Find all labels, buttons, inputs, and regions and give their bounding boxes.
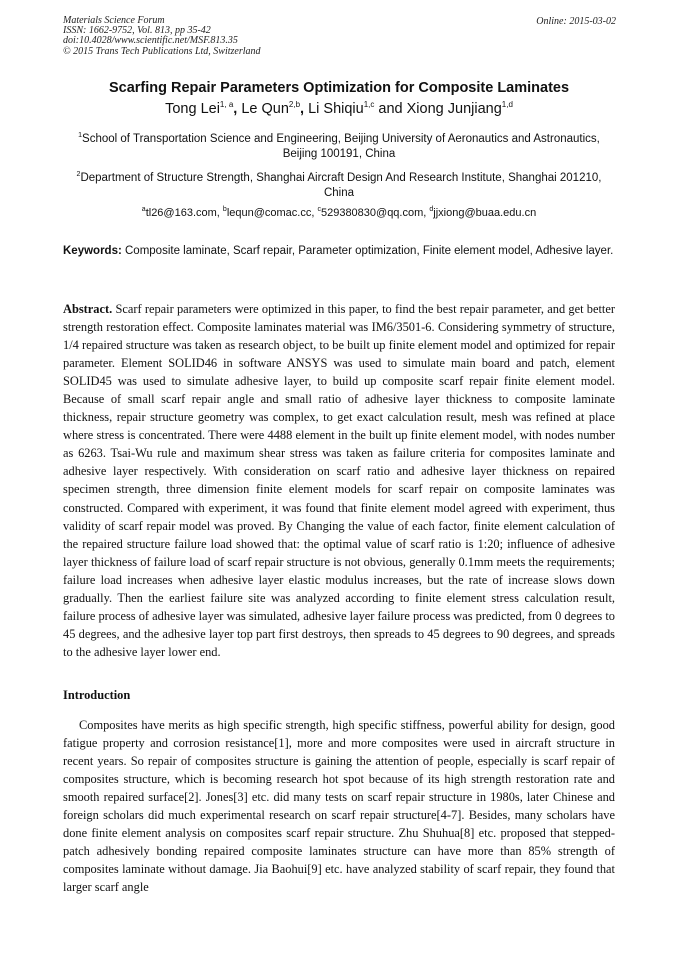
- online-date: Online: 2015-03-02: [536, 16, 616, 27]
- author-name: Le Qun: [241, 101, 289, 117]
- affiliation: [63, 167, 615, 201]
- email-mark: c: [317, 206, 321, 213]
- journal-issn: ISSN: 1662-9752, Vol. 813, pp 35-42: [63, 25, 211, 37]
- author-affiliation-mark: 1,c: [363, 100, 375, 109]
- email-mark: d: [429, 206, 434, 213]
- author-separator: ,: [300, 101, 309, 117]
- affiliation-text: Department of Structure Strength, Shanghai Aircraft Design And Research Institute, Shanghai 201210, China: [80, 172, 602, 199]
- journal-copyright: © 2015 Trans Tech Publications Ltd, Switzerland: [63, 45, 261, 57]
- author-separator: and: [374, 101, 407, 117]
- author-affiliation-mark: 1,d: [501, 100, 513, 109]
- email-address: jjxiong@buaa.edu.cn: [433, 207, 537, 219]
- author-separator: ,: [233, 101, 242, 117]
- journal-header: [63, 16, 261, 57]
- abstract-text: Scarf repair parameters were optimized in this paper, to find the best repair parameter, and get better strength restoration effect. Composite laminates material was IM6/3501-6. Considering symmetry of structure, 1/4 repaired structure was taken as research object, to be built up finite element model and optimized for repair parameter. Element SOLID46 in software ANSYS was used to simulate main board and patch, element SOLID45 was used to simulate adhesive layer, to build up composite scarf repair finite element model. Because of small scarf repair angle and small ratio of adhesive layer thickness to composite laminate thickness, repair structure geometry was complex, to get exact calculation result, mesh was refined at place where stress is concentrated. There were 4488 element in the built up finite element model, with nodes number as 6263. Tsai-Wu rule and maximum shear stress was taken as failure criteria for composites laminate and adhesive layer respectively. With consideration on scarf ratio and adhesive layer thickness on repaired specimen strength, three dimension finite element models for scarf repair on composite laminates was constructed. Compared with experiment, it was found that finite element model agreed with experiment, thus validity of scarf repair model was proved. By Changing the value of each factor, finite element calculation of the repaired structure failure load showed that: the optimal value of scarf ratio is 1:20; influence of adhesive layer thickness of failure load of scarf repair structure is not obvious, generally 0.1mm meets the requirements; failure load increases when adhesive layer elastic modulus increases, but the rate of increase slows down gradually. Then the earliest failure site was analyzed according to finite element stress calculation result, failure process of adhesive layer was simulated, adhesive layer failure process was predicted, from 0 degrees to 45 degrees, and the adhesive layer top part first destroys, then spreads to 45 degrees to 90 degrees, and spreads to the adhesive layer lower end.: [63, 302, 615, 659]
- affiliation-number: 2: [76, 171, 81, 178]
- introduction-paragraph: Composites have merits as high specific strength, high specific stiffness, powerful ability for design, good fatigue property and corrosion resistance[1], more and more composites were used in aircraft structure in recent years. So repair of composites structure is gaining the attention of people, especially is scarf repair of composites structure, which is becoming research hot spot because of its high strength restoration rate and smooth repaired surface[2]. Jones[3] etc. did many tests on scarf repair structure in 1980s, later Chinese and foreign scholars did much experimental research on scarf repair structure[4-7]. Besides, many scholars have done finite element analysis on composites scarf repair structure. Zhu Shuhua[8] etc. proposed that stepped-patch adhesively bonding repaired composite laminates structure can have more than 85% strength of composites laminate without damage. Jia Baohui[9] etc. have analyzed stability of scarf repair, they found that larger scarf angle: [63, 718, 615, 895]
- author-affiliation-mark: 2,b: [288, 100, 301, 109]
- author-affiliation-mark: 1, a: [219, 100, 234, 109]
- author-list: [0, 100, 678, 117]
- abstract-label: Abstract.: [63, 302, 113, 316]
- affiliation-text: School of Transportation Science and Engineering, Beijing University of Aeronautics and Astronautics, Beijing 100191, China: [82, 133, 600, 160]
- introduction-heading: Introduction: [63, 688, 131, 702]
- email-mark: a: [141, 206, 146, 213]
- author-name: Li Shiqiu: [308, 101, 364, 117]
- email-address: tl26@163.com,: [145, 207, 223, 219]
- keywords-text: Composite laminate, Scarf repair, Parameter optimization, Finite element model, Adhesive layer.: [121, 245, 614, 257]
- email-address: lequn@comac.cc,: [226, 207, 318, 219]
- keywords-paragraph: [63, 243, 615, 260]
- email-list: [0, 206, 678, 219]
- affiliation-number: 1: [78, 132, 83, 139]
- author-name: Xiong Junjiang: [406, 101, 502, 117]
- email-address: 529380830@qq.com,: [320, 207, 430, 219]
- author-name: Tong Lei: [165, 101, 220, 117]
- abstract-paragraph: [63, 300, 615, 661]
- keywords-label: Keywords:: [63, 245, 122, 257]
- journal-name: Materials Science Forum: [63, 15, 165, 26]
- email-mark: b: [222, 206, 227, 213]
- paper-title: Scarfing Repair Parameters Optimization for Composite Laminates: [108, 80, 570, 96]
- journal-doi: doi:10.4028/www.scientific.net/MSF.813.35: [63, 35, 238, 47]
- affiliation: [63, 128, 615, 162]
